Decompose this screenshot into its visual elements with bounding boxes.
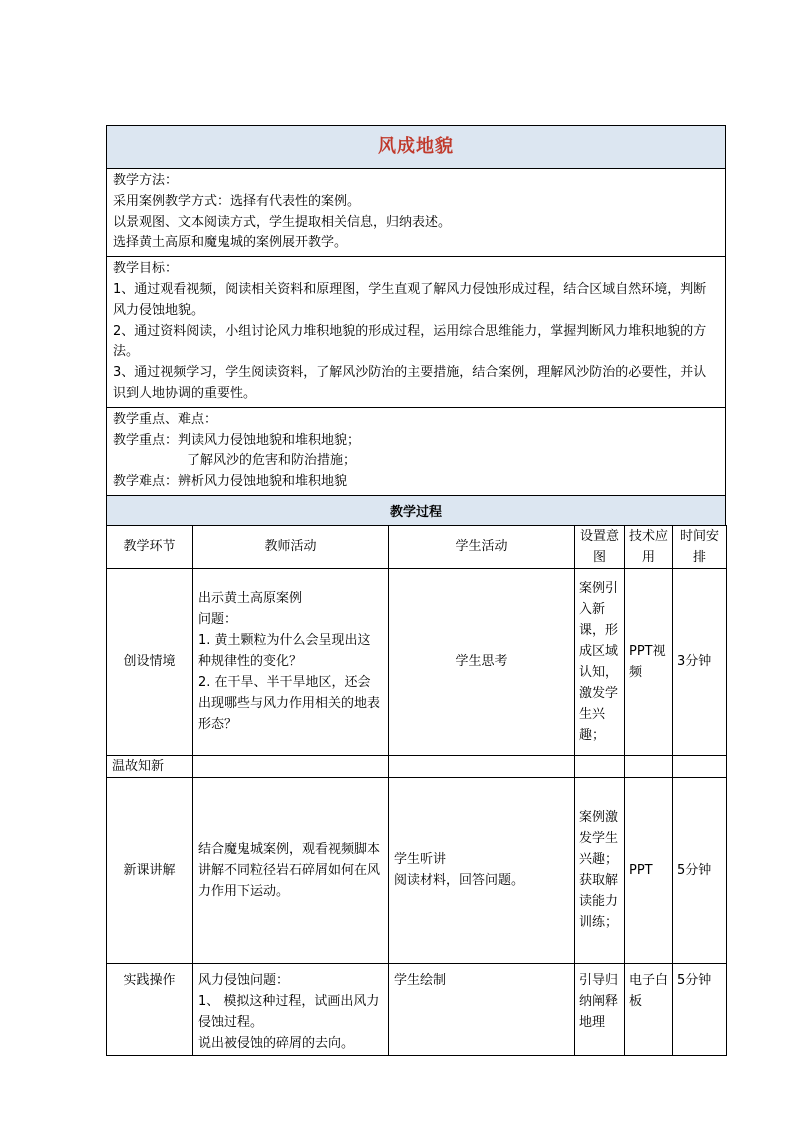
goals-section xyxy=(107,257,726,408)
teacher-activity-line: 风力侵蚀问题： xyxy=(198,972,290,988)
teacher-activity-line: 出示黄土高原案例 xyxy=(198,591,303,607)
table-row xyxy=(107,777,727,963)
methods-heading: 教学方法： xyxy=(113,173,179,188)
focus-section xyxy=(107,407,726,495)
column-header: 时间安排 xyxy=(673,525,727,568)
difficulty-point: 辨析风力侵蚀地貌和堆积地貌 xyxy=(178,474,348,490)
tech-cell: 电子白板 xyxy=(625,963,673,1055)
column-header: 教师活动 xyxy=(193,525,389,568)
goals-line: 2、通过资料阅读，小组讨论风力堆积地貌的形成过程，运用综合思维能力，掌握判断风力堆积地貌的方法。 xyxy=(113,323,707,360)
column-header: 教学环节 xyxy=(107,525,193,568)
teacher-activity-line: 2. 在干旱、半干旱地区，还会出现哪些与风力作用相关的地表形态？ xyxy=(198,675,381,733)
methods-section xyxy=(107,169,726,257)
tech-cell: PPT xyxy=(625,777,673,963)
lesson-plan-table xyxy=(106,125,726,526)
teacher-activity-line: 说出被侵蚀的碎屑的去向。 xyxy=(198,1035,355,1051)
student-activity-line: 学生听讲 xyxy=(394,852,447,868)
teacher-activity-cell xyxy=(193,963,389,1055)
teacher-activity-line: 1. 黄土颗粒为什么会呈现出这种规律性的变化？ xyxy=(198,633,371,670)
student-activity-cell xyxy=(389,755,575,777)
goals-line: 1、通过观看视频，阅读相关资料和原理图，学生直观了解风力侵蚀形成过程，结合区域自然环境，判断风力侵蚀地貌。 xyxy=(113,281,707,318)
student-activity-cell: 学生绘制 xyxy=(389,963,575,1055)
tech-cell: PPT视频 xyxy=(625,568,673,755)
intent-cell: 引导归纳阐释地理 xyxy=(575,963,625,1055)
methods-line: 选择黄土高原和魔鬼城的案例展开教学。 xyxy=(113,235,348,251)
teacher-activity-cell xyxy=(193,755,389,777)
stage-cell: 实践操作 xyxy=(107,963,193,1055)
tech-cell xyxy=(625,755,673,777)
key-point: 判读风力侵蚀地貌和堆积地貌； xyxy=(178,432,361,448)
time-cell: 5分钟 xyxy=(673,777,727,963)
methods-line: 以景观图、文本阅读方式，学生提取相关信息，归纳表述。 xyxy=(113,214,452,230)
teacher-activity-line: 问题： xyxy=(198,612,238,628)
lesson-plan-document xyxy=(106,125,726,1056)
key-points-line xyxy=(113,431,719,452)
teacher-activity-line: 讲解不同粒径岩石碎屑如何在风力作用下运动。 xyxy=(198,862,381,899)
table-row xyxy=(107,755,727,777)
process-table xyxy=(106,525,727,1056)
teacher-activity-cell xyxy=(193,568,389,755)
time-cell xyxy=(673,755,727,777)
intent-cell xyxy=(575,755,625,777)
teacher-activity-line: 结合魔鬼城案例，观看视频脚本 xyxy=(198,841,381,857)
goals-line: 3、通过视频学习，学生阅读资料，了解风沙防治的主要措施，结合案例，理解风沙防治的必要性，并认识到人地协调的重要性。 xyxy=(113,365,707,401)
teacher-activity-cell xyxy=(193,777,389,963)
table-row xyxy=(107,963,727,1055)
methods-line: 采用案例教学方式：选择有代表性的案例。 xyxy=(113,193,361,209)
stage-cell: 新课讲解 xyxy=(107,777,193,963)
key-point: 了解风沙的危害和防治措施； xyxy=(187,453,357,469)
goals-heading: 教学目标： xyxy=(113,261,179,277)
difficulty-line xyxy=(113,472,719,493)
focus-heading: 教学重点、难点： xyxy=(113,411,218,427)
student-activity-cell: 学生思考 xyxy=(389,568,575,755)
student-activity-cell xyxy=(389,777,575,963)
key-points-label: 教学重点： xyxy=(113,432,179,448)
stage-cell: 创设情境 xyxy=(107,568,193,755)
page-title: 风成地貌 xyxy=(378,136,454,157)
process-heading: 教学过程 xyxy=(107,495,726,525)
column-header: 学生活动 xyxy=(389,525,575,568)
column-header: 设置意图 xyxy=(575,525,625,568)
teacher-activity-line: 1、 模拟这种过程，试画出风力侵蚀过程。 xyxy=(198,993,380,1030)
process-header-row xyxy=(107,525,727,568)
column-header: 技术应用 xyxy=(625,525,673,568)
table-row xyxy=(107,568,727,755)
time-cell: 5分钟 xyxy=(673,963,727,1055)
intent-cell: 案例引入新课，形成区域认知，激发学生兴趣； xyxy=(575,568,625,755)
title-cell xyxy=(107,126,726,169)
student-activity-line: 阅读材料，回答问题。 xyxy=(394,873,525,889)
intent-cell: 案例激发学生兴趣；获取解读能力训练； xyxy=(575,777,625,963)
time-cell: 3分钟 xyxy=(673,568,727,755)
stage-cell: 温故知新 xyxy=(107,755,193,777)
difficulty-label: 教学难点： xyxy=(113,474,179,490)
